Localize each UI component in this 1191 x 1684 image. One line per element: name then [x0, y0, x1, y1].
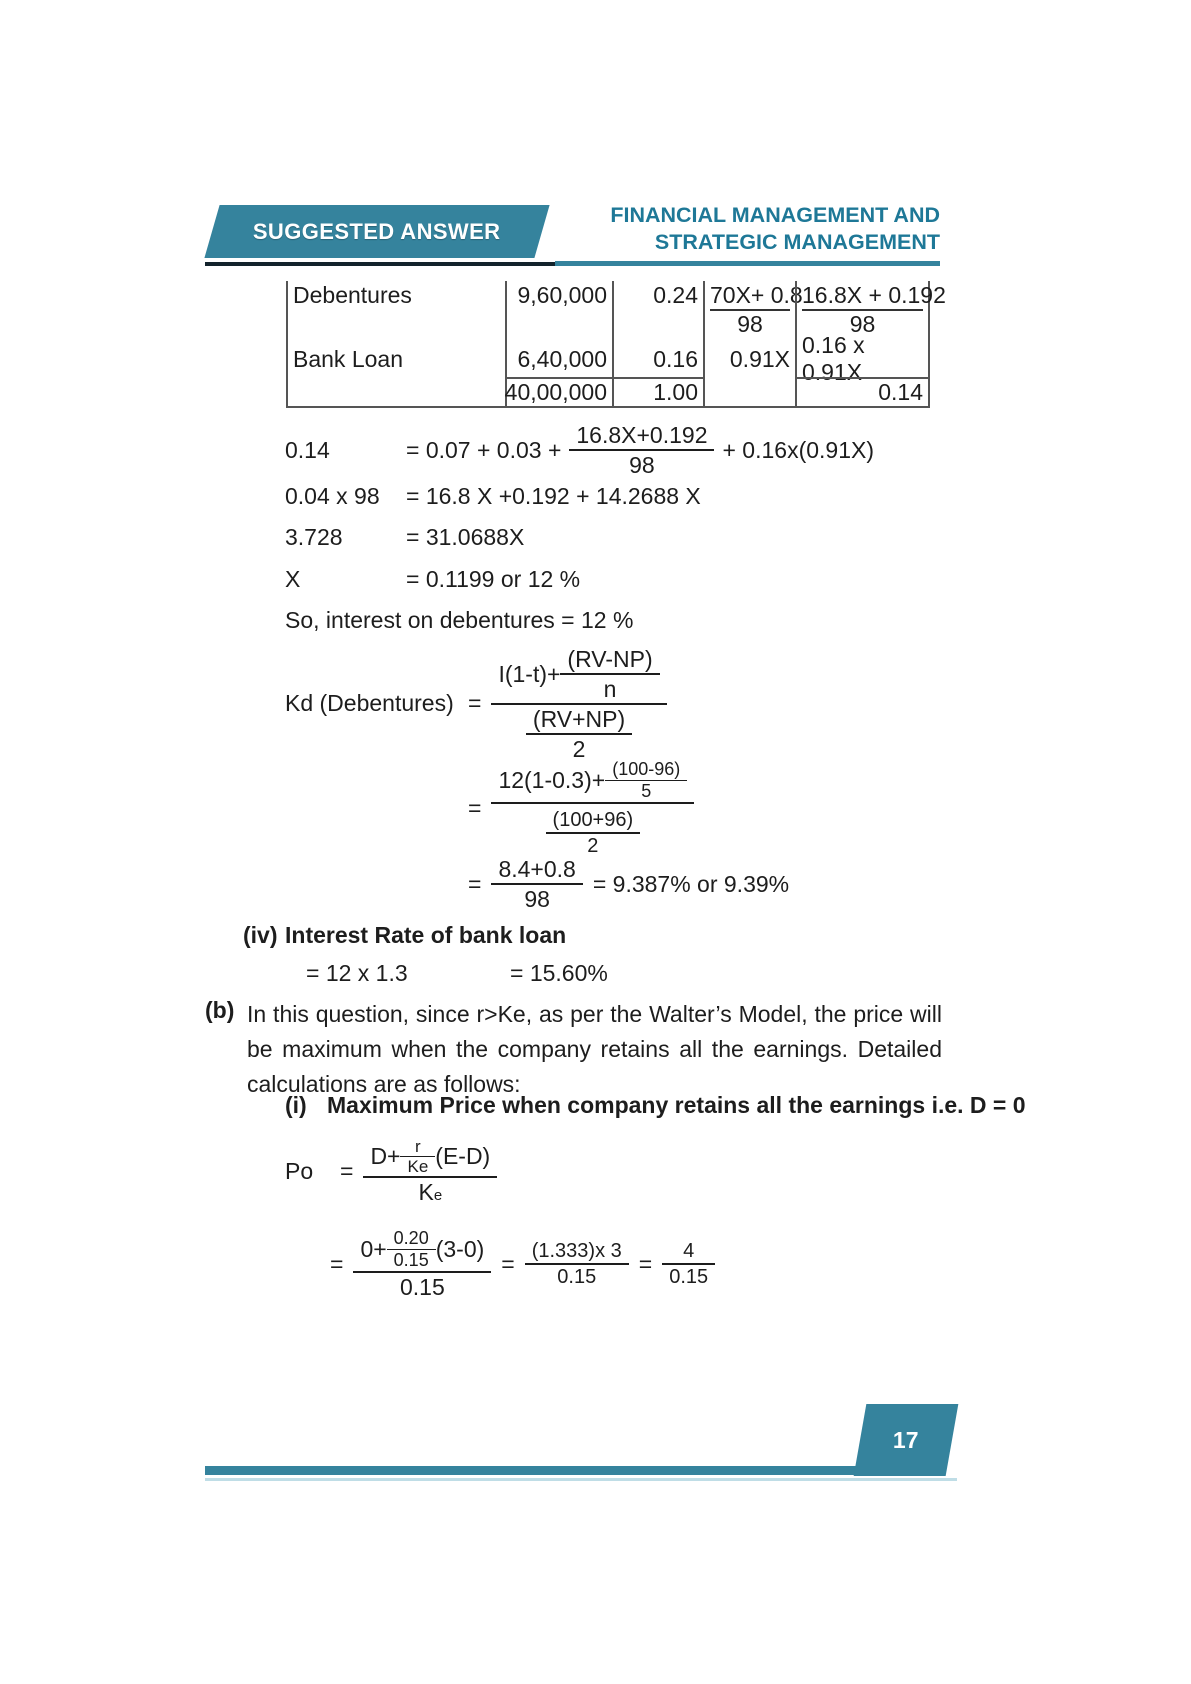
table-cell-bankloan-label: Bank Loan [286, 341, 505, 377]
equation-x: X = 0.1199 or 12 % [285, 566, 581, 592]
equation-004x98: 0.04 x 98 = 16.8 X +0.192 + 14.2688 X [285, 483, 701, 509]
fraction: 12(1-0.3)+ $\frac{(100-96)}{5}$ $\frac{(100+96)}{2}$ [491, 759, 694, 858]
po-formula: Po = D+ $\frac{r}{Ke}$ (E-D) K e [285, 1128, 507, 1214]
fraction: $\frac{(1.333)x 3}{0.15}$ [525, 1239, 629, 1289]
fraction: $\frac{r}{Ke}$ [400, 1137, 435, 1176]
section-iv-calc: = 12 x 1.3 = 15.60% [306, 960, 608, 986]
table-cell-total-c5: 0.14 [795, 377, 930, 408]
fraction: 0+ $\frac{0.20}{0.15}$ (3-0) 0.15 [353, 1228, 491, 1301]
table-cell-total-label [286, 377, 505, 408]
table-cell-bankloan-amount: 6,40,000 [505, 341, 612, 377]
equation-014: 0.14 = 0.07 + 0.03 + $\frac{16.8X+0.192}{98}$ + 0.16x(0.91X) [285, 422, 874, 478]
page-number: 17 [893, 1426, 919, 1453]
fraction: I(1-t)+ $\frac{(RV-NP)}{n}$ $\frac{(RV+NP)}{2}$ [491, 645, 666, 763]
table-cell-total-weight: 1.00 [612, 377, 703, 408]
footer-light-rule [205, 1478, 957, 1481]
fraction: $\frac{(RV+NP)}{2}$ [526, 705, 632, 763]
kd-step-2: = 12(1-0.3)+ $\frac{(100-96)}{5}$ $\frac{(100+96)}{2}$ [285, 762, 704, 854]
fraction: $\frac{(RV-NP)}{n}$ [560, 645, 659, 703]
section-i-heading: (i) Maximum Price when company retains all the earnings i.e. D = 0 [285, 1092, 1026, 1118]
page-title [540, 202, 940, 255]
fraction: 70X+ 0.8 98 [710, 282, 803, 337]
fraction: 16.8X + 0.192 98 [802, 282, 946, 337]
fraction: $\frac{8.4+0.8}{98}$ [491, 855, 582, 913]
table-cell-total-amount: 40,00,000 [505, 377, 612, 408]
title-line-2: STRATEGIC MANAGEMENT [654, 229, 940, 254]
table-cell-total-c4 [703, 377, 795, 408]
page-number-block [854, 1404, 959, 1476]
table-cell-debentures-label: Debentures [286, 281, 505, 341]
table-cell-bankloan-c4: 0.91X [703, 341, 795, 377]
table-cell-bankloan-c5: 0.16 x 0.91X [795, 341, 930, 377]
kd-step-3: = $\frac{8.4+0.8}{98}$ = 9.387% or 9.39% [468, 856, 790, 912]
fraction: $\frac{(100+96)}{2}$ [546, 808, 641, 858]
equation-3728: 3.728 = 31.0688X [285, 524, 525, 550]
footer-bar [205, 1466, 944, 1475]
header-rule-dark [205, 262, 555, 266]
header-rule-teal [555, 261, 940, 266]
fraction: D+ $\frac{r}{Ke}$ (E-D) K e [363, 1137, 497, 1206]
section-b-paragraph: In this question, since r>Ke, as per the Walter’s Model, the price will be maximum when the company retains all the earnings. Detailed calculations are as follows: [247, 1001, 942, 1097]
table-cell-bankloan-weight: 0.16 [612, 341, 703, 377]
kd-formula: Kd (Debentures) = I(1-t)+ $\frac{(RV-NP)}{n}$ $\frac{(RV+NP)}{2}$ [285, 646, 677, 761]
interest-on-debentures-line: So, interest on debentures = 12 % [285, 607, 634, 633]
section-iv-heading: (iv) Interest Rate of bank loan [243, 922, 567, 948]
po-calculation: = 0+ $\frac{0.20}{0.15}$ (3-0) 0.15 = $\frac{(1.333)x 3}{0.15}$ = $\frac{4}{0.15}$ [330, 1222, 725, 1306]
fraction: $\frac{(100-96)}{5}$ [605, 759, 687, 802]
fraction: $\frac{4}{0.15}$ [662, 1239, 715, 1289]
table-cell-debentures-fraction-1 [703, 281, 803, 341]
fraction: $\frac{0.20}{0.15}$ [387, 1228, 436, 1271]
table-cell-debentures-amount: 9,60,000 [505, 281, 612, 341]
table-cell-debentures-weight: 0.24 [612, 281, 703, 341]
fraction: $\frac{16.8X+0.192}{98}$ [569, 421, 714, 479]
banner-label: SUGGESTED ANSWER [253, 218, 501, 244]
section-b-marker: (b) [205, 997, 235, 1023]
title-line-1: FINANCIAL MANAGEMENT AND [610, 203, 940, 227]
capital-cost-table [286, 281, 946, 408]
suggested-answer-banner [204, 205, 549, 258]
